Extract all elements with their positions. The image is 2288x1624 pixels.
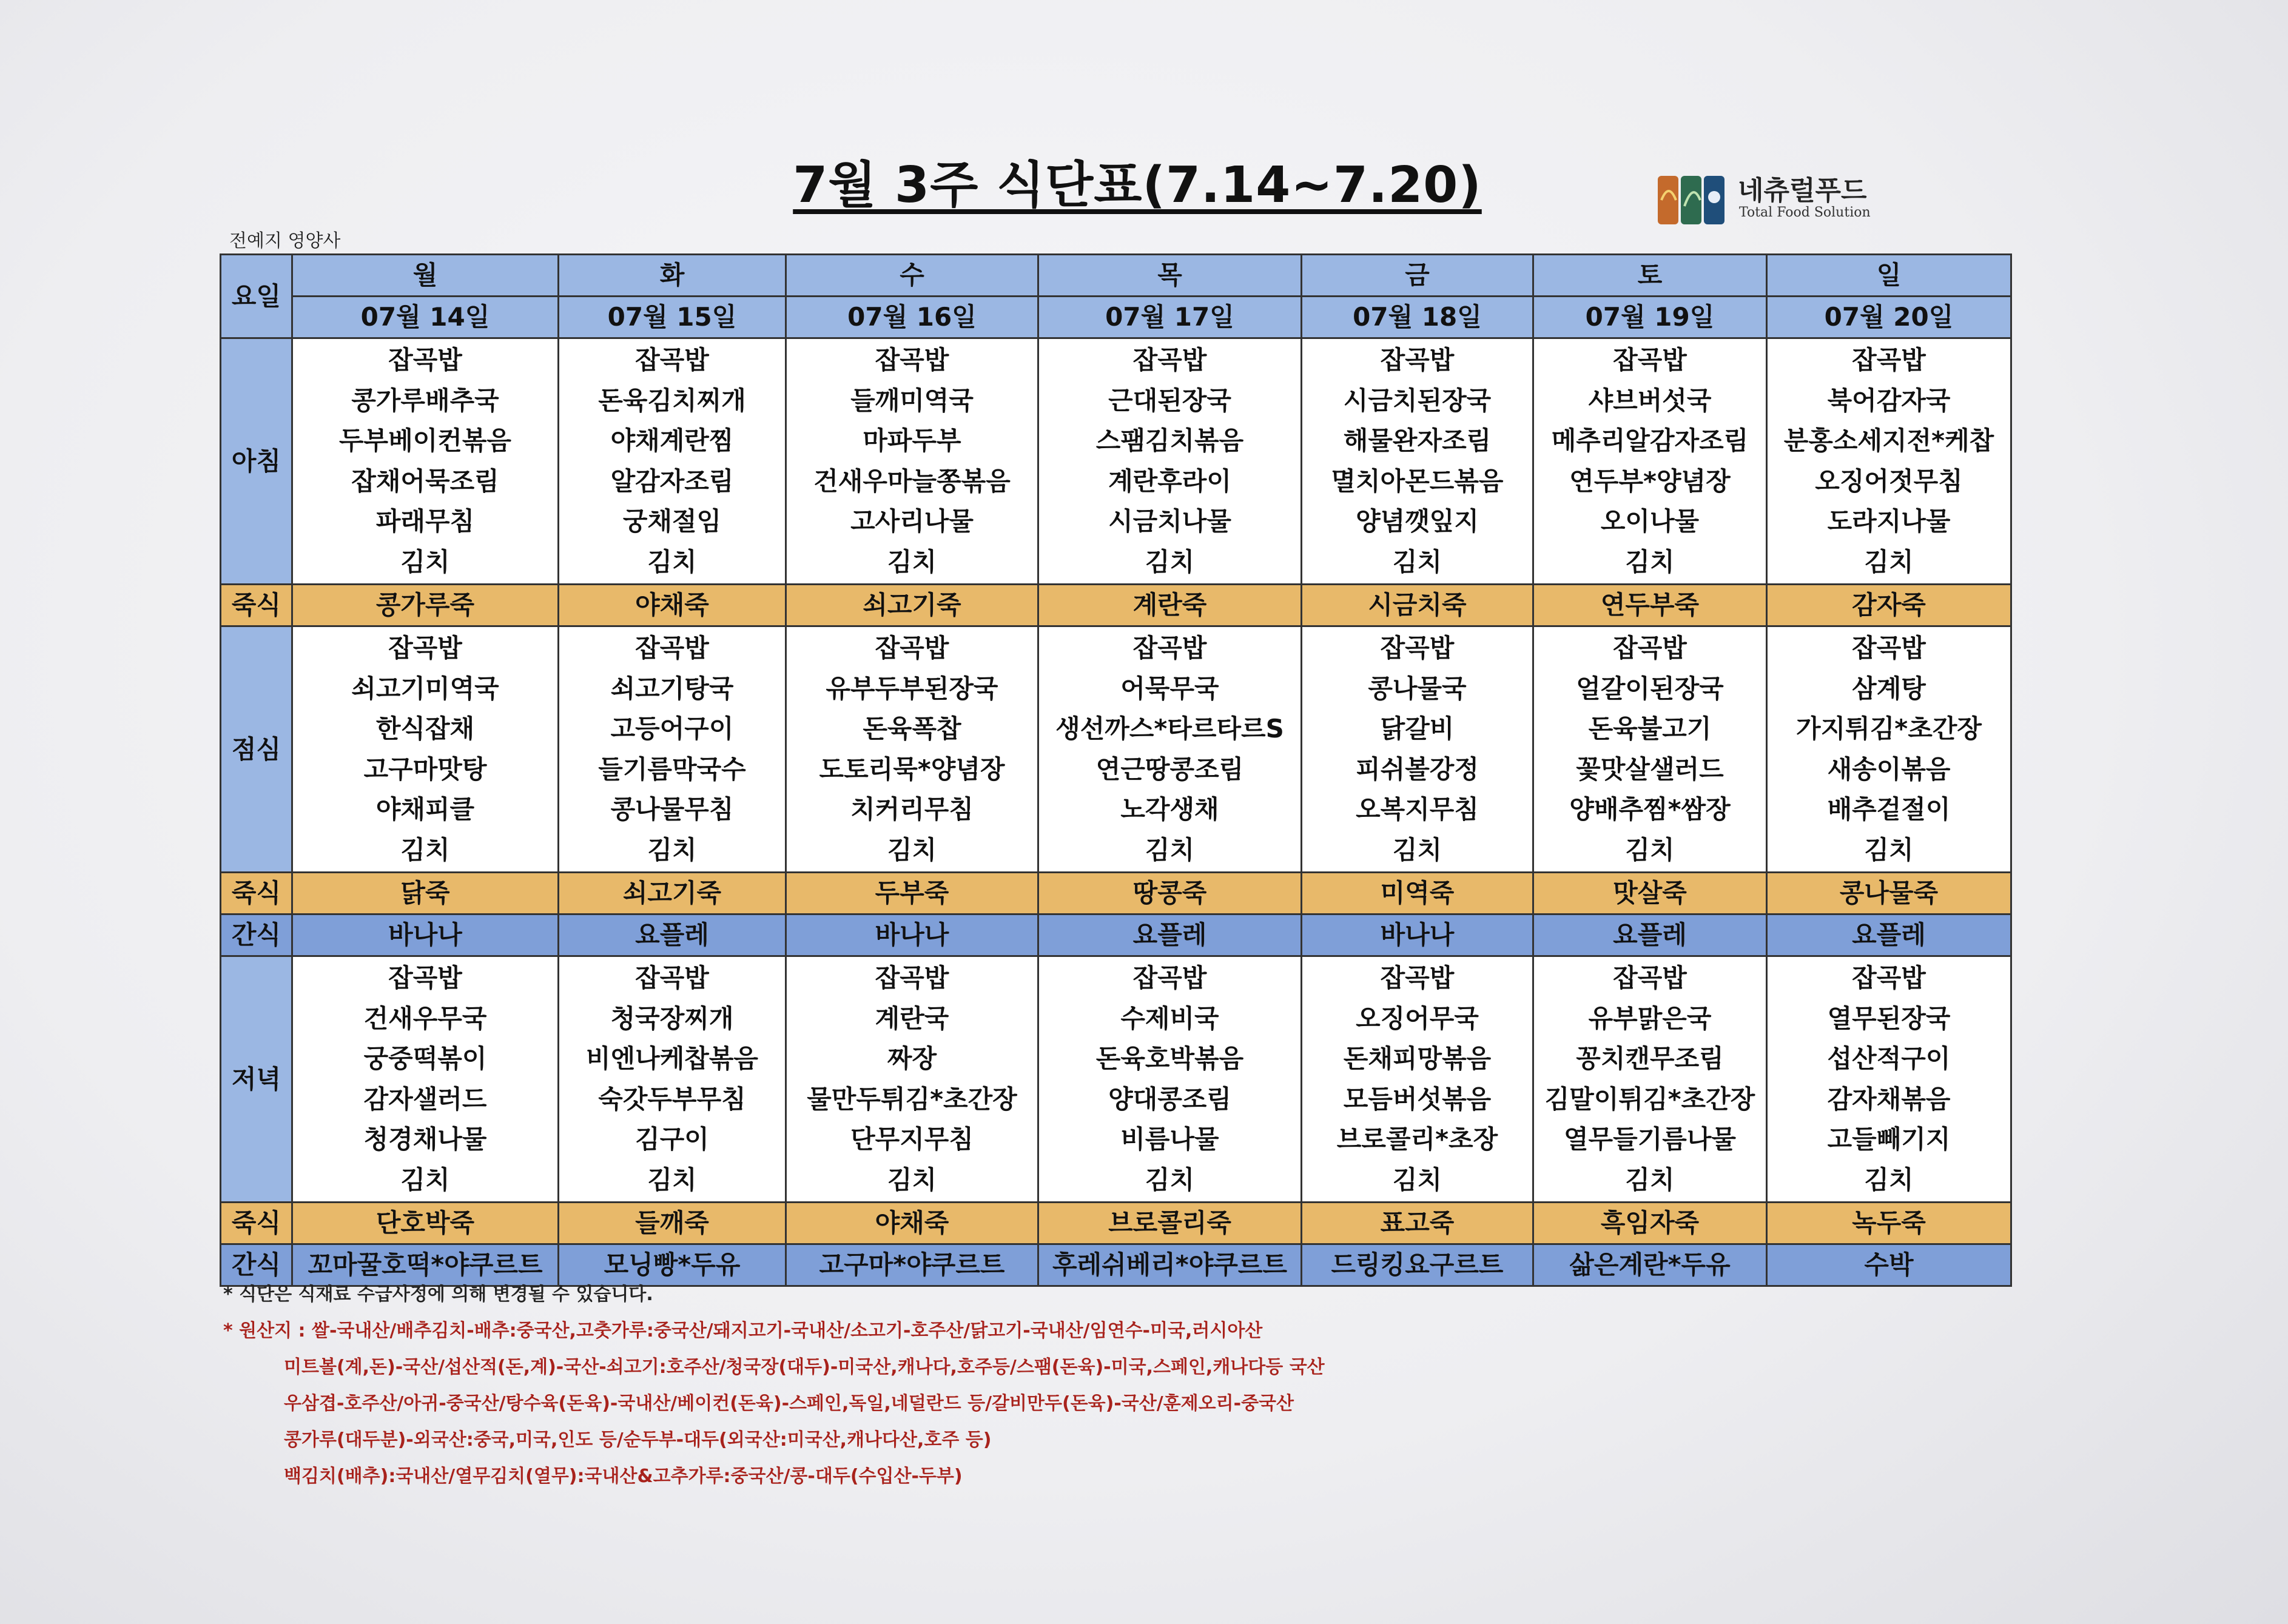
meal-cell bbox=[292, 956, 559, 1203]
menu-item: 연두부*양념장 bbox=[1569, 466, 1731, 496]
porridge-cell: 콩가루죽 bbox=[292, 585, 559, 626]
menu-item: 섭산적구이 bbox=[1827, 1044, 1951, 1073]
menu-item: 김치 bbox=[1145, 1164, 1195, 1195]
menu-item: 새송이볶음 bbox=[1827, 754, 1951, 784]
menu-item: 멸치아몬드볶음 bbox=[1331, 466, 1504, 496]
origin-line: * 원산지 : 쌀-국내산/배추김치-배추:중국산,고춧가루:중국산/돼지고기-국내산/소고기-호주산/닭고기-국내산/임연수-미국,러시아산 bbox=[223, 1320, 1263, 1341]
menu-item: 건새우무국 bbox=[363, 1003, 487, 1033]
menu-item: 짜장 bbox=[887, 1044, 937, 1073]
date-header: 07월 15일 bbox=[559, 297, 786, 338]
menu-item: 잡곡밥 bbox=[1380, 963, 1455, 993]
meal-cell bbox=[1767, 338, 2011, 585]
menu-row-meal bbox=[221, 338, 2011, 585]
menu-item: 열무된장국 bbox=[1827, 1003, 1951, 1033]
change-notice: * 식단은 식재료 수급사정에 의해 변경될 수 있습니다. bbox=[223, 1284, 653, 1305]
menu-item: 김치 bbox=[1145, 834, 1195, 865]
porridge-cell: 맛살죽 bbox=[1533, 873, 1767, 914]
menu-item: 콩나물국 bbox=[1368, 673, 1467, 703]
menu-item: 수제비국 bbox=[1120, 1003, 1219, 1033]
snack-cell: 요플레 bbox=[1533, 914, 1767, 956]
meal-cell bbox=[1302, 626, 1533, 873]
meal-cell bbox=[559, 338, 786, 585]
date-header: 07월 18일 bbox=[1302, 297, 1533, 338]
menu-item: 잡곡밥 bbox=[1613, 345, 1687, 375]
menu-item: 근대된장국 bbox=[1108, 385, 1231, 415]
day-header: 토 bbox=[1533, 255, 1767, 297]
menu-item: 도라지나물 bbox=[1827, 506, 1951, 536]
day-header-row bbox=[221, 255, 2011, 297]
menu-item: 청경채나물 bbox=[363, 1124, 487, 1154]
row-label: 점심 bbox=[221, 626, 292, 873]
meal-cell bbox=[559, 626, 786, 873]
porridge-cell: 쇠고기죽 bbox=[559, 873, 786, 914]
menu-item: 연근땅콩조림 bbox=[1095, 754, 1244, 784]
menu-body bbox=[221, 255, 2011, 1286]
menu-item: 양념깻잎지 bbox=[1356, 506, 1479, 536]
menu-item: 김치 bbox=[1864, 546, 1914, 577]
menu-item: 김치 bbox=[647, 546, 697, 577]
menu-item: 피쉬볼강정 bbox=[1356, 754, 1479, 784]
snack-cell: 후레쉬베리*야쿠르트 bbox=[1038, 1244, 1302, 1286]
menu-item: 잡곡밥 bbox=[1613, 633, 1687, 663]
menu-item: 김치 bbox=[1864, 834, 1914, 865]
meal-cell bbox=[1767, 956, 2011, 1203]
meal-cell bbox=[1533, 626, 1767, 873]
snack-cell: 드링킹요구르트 bbox=[1302, 1244, 1533, 1286]
date-header: 07월 20일 bbox=[1767, 297, 2011, 338]
menu-item: 두부베이컨볶음 bbox=[338, 426, 511, 455]
menu-item: 콩나물무침 bbox=[610, 794, 734, 824]
menu-item: 브로콜리*초장 bbox=[1336, 1124, 1498, 1154]
menu-row-porridge bbox=[221, 585, 2011, 626]
menu-item: 잡곡밥 bbox=[1132, 345, 1207, 375]
meal-cell bbox=[559, 956, 786, 1203]
menu-item: 잡곡밥 bbox=[1852, 963, 1926, 993]
menu-item: 잡곡밥 bbox=[875, 963, 949, 993]
origin-line: 콩가루(대두분)-외국산:중국,미국,인도 등/순두부-대두(외국산:미국산,캐나다산,호주 등) bbox=[284, 1429, 992, 1451]
menu-item: 궁채절임 bbox=[622, 506, 722, 536]
menu-item: 꽃맛살샐러드 bbox=[1576, 754, 1724, 784]
meal-cell bbox=[292, 338, 559, 585]
menu-item: 김치 bbox=[1625, 1164, 1675, 1195]
menu-item: 잡곡밥 bbox=[875, 633, 949, 663]
menu-item: 해물완자조림 bbox=[1343, 426, 1492, 455]
meal-cell bbox=[1533, 956, 1767, 1203]
menu-item: 치커리무침 bbox=[850, 794, 974, 824]
day-header: 월 bbox=[292, 255, 559, 297]
menu-item: 오징어무국 bbox=[1356, 1003, 1479, 1033]
menu-item: 닭갈비 bbox=[1380, 714, 1455, 743]
day-header: 수 bbox=[786, 255, 1038, 297]
menu-item: 오이나물 bbox=[1600, 506, 1700, 536]
menu-item: 잡곡밥 bbox=[635, 963, 709, 993]
menu-item: 김치 bbox=[647, 834, 697, 865]
row-label: 아침 bbox=[221, 338, 292, 585]
menu-item: 생선까스*타르타르S bbox=[1055, 714, 1284, 743]
snack-cell: 요플레 bbox=[559, 914, 786, 956]
menu-item: 김치 bbox=[1864, 1164, 1914, 1195]
porridge-cell: 연두부죽 bbox=[1533, 585, 1767, 626]
menu-item: 돈육폭찹 bbox=[863, 714, 961, 743]
brand-logo-icon bbox=[1653, 164, 1732, 230]
menu-item: 삼계탕 bbox=[1852, 673, 1926, 703]
date-header-row bbox=[221, 297, 2011, 338]
menu-item: 잡곡밥 bbox=[388, 345, 462, 375]
porridge-cell: 야채죽 bbox=[786, 1203, 1038, 1244]
snack-cell: 바나나 bbox=[786, 914, 1038, 956]
menu-item: 비엔나케찹볶음 bbox=[585, 1044, 758, 1073]
date-header: 07월 19일 bbox=[1533, 297, 1767, 338]
porridge-cell: 야채죽 bbox=[559, 585, 786, 626]
menu-item: 고구마맛탕 bbox=[363, 754, 487, 784]
corner-label: 요일 bbox=[221, 255, 292, 338]
menu-item: 김치 bbox=[400, 834, 450, 865]
menu-item: 시금치나물 bbox=[1108, 506, 1231, 536]
menu-row-meal bbox=[221, 626, 2011, 873]
porridge-cell: 시금치죽 bbox=[1302, 585, 1533, 626]
porridge-cell: 계란죽 bbox=[1038, 585, 1302, 626]
menu-item: 김치 bbox=[1392, 546, 1442, 577]
menu-item: 잡곡밥 bbox=[388, 633, 462, 663]
menu-item: 김치 bbox=[1392, 834, 1442, 865]
menu-item: 김말이튀김*초간장 bbox=[1544, 1084, 1755, 1114]
footnotes bbox=[223, 1277, 1325, 1495]
menu-item: 고사리나물 bbox=[850, 506, 974, 536]
menu-item: 양배추찜*쌈장 bbox=[1569, 794, 1731, 824]
snack-cell: 바나나 bbox=[1302, 914, 1533, 956]
menu-item: 잡곡밥 bbox=[1613, 963, 1687, 993]
snack-cell: 요플레 bbox=[1038, 914, 1302, 956]
meal-cell bbox=[1038, 626, 1302, 873]
meal-cell bbox=[1767, 626, 2011, 873]
date-header: 07월 17일 bbox=[1038, 297, 1302, 338]
meal-cell bbox=[786, 956, 1038, 1203]
porridge-cell: 닭죽 bbox=[292, 873, 559, 914]
menu-item: 분홍소세지전*케찹 bbox=[1783, 426, 1994, 455]
menu-item: 잡곡밥 bbox=[875, 345, 949, 375]
row-label: 저녁 bbox=[221, 956, 292, 1203]
menu-item: 계란국 bbox=[875, 1003, 949, 1033]
menu-item: 김치 bbox=[400, 1164, 450, 1195]
meal-cell bbox=[1302, 956, 1533, 1203]
snack-cell: 삶은계란*두유 bbox=[1533, 1244, 1767, 1286]
menu-item: 모듬버섯볶음 bbox=[1343, 1084, 1492, 1114]
menu-item: 비름나물 bbox=[1120, 1124, 1219, 1154]
menu-item: 감자샐러드 bbox=[363, 1084, 487, 1114]
menu-item: 열무들기름나물 bbox=[1563, 1124, 1736, 1154]
menu-item: 잡곡밥 bbox=[1380, 345, 1455, 375]
meal-cell bbox=[292, 626, 559, 873]
menu-item: 야채계란찜 bbox=[610, 426, 734, 455]
snack-cell: 수박 bbox=[1767, 1244, 2011, 1286]
menu-item: 돈육불고기 bbox=[1588, 714, 1712, 743]
meal-cell bbox=[1038, 338, 1302, 585]
brand-tagline: Total Food Solution bbox=[1739, 205, 1871, 220]
menu-item: 어묵무국 bbox=[1120, 673, 1219, 703]
porridge-cell: 땅콩죽 bbox=[1038, 873, 1302, 914]
menu-item: 가지튀김*초간장 bbox=[1796, 714, 1982, 743]
menu-item: 양대콩조림 bbox=[1108, 1084, 1231, 1114]
menu-item: 한식잡채 bbox=[375, 714, 475, 743]
menu-item: 북어감자국 bbox=[1827, 385, 1951, 415]
snack-cell: 꼬마꿀호떡*야쿠르트 bbox=[292, 1244, 559, 1286]
menu-item: 계란후라이 bbox=[1108, 466, 1231, 496]
menu-item: 노각생채 bbox=[1120, 794, 1219, 824]
snack-cell: 요플레 bbox=[1767, 914, 2011, 956]
menu-item: 고들빼기지 bbox=[1827, 1124, 1951, 1154]
menu-item: 김치 bbox=[887, 546, 937, 577]
meal-cell bbox=[1533, 338, 1767, 585]
menu-item: 배추겉절이 bbox=[1827, 794, 1951, 824]
menu-row-snack bbox=[221, 914, 2011, 956]
menu-item: 들깨미역국 bbox=[850, 385, 974, 415]
menu-item: 스팸김치볶음 bbox=[1095, 426, 1244, 455]
day-header: 금 bbox=[1302, 255, 1533, 297]
weekly-menu-table bbox=[220, 253, 2012, 1287]
menu-item: 마파두부 bbox=[863, 426, 961, 455]
menu-row-porridge bbox=[221, 873, 2011, 914]
day-header: 일 bbox=[1767, 255, 2011, 297]
menu-item: 들기름막국수 bbox=[598, 754, 746, 784]
menu-item: 단무지무침 bbox=[850, 1124, 974, 1154]
menu-item: 잡곡밥 bbox=[635, 633, 709, 663]
meal-cell bbox=[1038, 956, 1302, 1203]
menu-item: 숙갓두부무침 bbox=[598, 1084, 746, 1114]
menu-item: 오징어젓무침 bbox=[1815, 466, 1963, 496]
menu-item: 잡곡밥 bbox=[1132, 633, 1207, 663]
porridge-cell: 콩나물죽 bbox=[1767, 873, 2011, 914]
menu-item: 잡채어묵조림 bbox=[351, 466, 499, 496]
menu-item: 오복지무침 bbox=[1356, 794, 1479, 824]
menu-item: 건새우마늘쫑볶음 bbox=[813, 466, 1011, 496]
menu-item: 물만두튀김*초간장 bbox=[807, 1084, 1017, 1114]
menu-item: 김치 bbox=[1625, 834, 1675, 865]
meal-cell bbox=[786, 338, 1038, 585]
origin-line: 우삼겹-호주산/아귀-중국산/탕수육(돈육)-국내산/베이컨(돈육)-스페인,독일,네덜란드 등/갈비만두(돈육)-국산/훈제오리-중국산 bbox=[284, 1393, 1294, 1414]
menu-item: 유부맑은국 bbox=[1588, 1003, 1712, 1033]
menu-item: 돈육호박볶음 bbox=[1095, 1044, 1244, 1073]
row-label: 죽식 bbox=[221, 1203, 292, 1244]
row-label: 간식 bbox=[221, 914, 292, 956]
page-title: 7월 3주 식단표(7.14~7.20) bbox=[793, 156, 1482, 214]
porridge-cell: 흑임자죽 bbox=[1533, 1203, 1767, 1244]
porridge-cell: 브로콜리죽 bbox=[1038, 1203, 1302, 1244]
origin-line: 백김치(배추):국내산/열무김치(열무):국내산&고추가루:중국산/콩-대두(수입산-두부) bbox=[284, 1466, 963, 1487]
origin-line: 미트볼(계,돈)-국산/섭산적(돈,계)-국산-쇠고기:호주산/청국장(대두)-미국산,캐나다,호주등/스팸(돈육)-미국,스페인,캐나다등 국산 bbox=[284, 1357, 1325, 1378]
menu-item: 잡곡밥 bbox=[388, 963, 462, 993]
menu-row-meal bbox=[221, 956, 2011, 1203]
menu-item: 야채피클 bbox=[375, 794, 475, 824]
menu-item: 김치 bbox=[1625, 546, 1675, 577]
porridge-cell: 감자죽 bbox=[1767, 585, 2011, 626]
menu-item: 잡곡밥 bbox=[1852, 633, 1926, 663]
menu-item: 고등어구이 bbox=[610, 714, 734, 743]
menu-item: 청국장찌개 bbox=[610, 1003, 734, 1033]
day-header: 목 bbox=[1038, 255, 1302, 297]
menu-item: 궁중떡볶이 bbox=[363, 1044, 487, 1073]
menu-item: 김치 bbox=[887, 1164, 937, 1195]
menu-item: 감자채볶음 bbox=[1827, 1084, 1951, 1114]
row-label: 간식 bbox=[221, 1244, 292, 1286]
author-label: 전예지 영양사 bbox=[229, 230, 341, 252]
menu-item: 메추리알감자조림 bbox=[1551, 426, 1749, 455]
snack-cell: 고구마*야쿠르트 bbox=[786, 1244, 1038, 1286]
meal-cell bbox=[786, 626, 1038, 873]
menu-item: 샤브버섯국 bbox=[1588, 385, 1712, 415]
menu-row-porridge bbox=[221, 1203, 2011, 1244]
porridge-cell: 쇠고기죽 bbox=[786, 585, 1038, 626]
menu-item: 쇠고기미역국 bbox=[351, 673, 499, 703]
meal-cell bbox=[1302, 338, 1533, 585]
menu-item: 김치 bbox=[400, 546, 450, 577]
menu-item: 콩가루배추국 bbox=[351, 385, 499, 415]
row-label: 죽식 bbox=[221, 585, 292, 626]
menu-item: 도토리묵*양념장 bbox=[819, 754, 1005, 784]
porridge-cell: 미역죽 bbox=[1302, 873, 1533, 914]
menu-item: 돈육김치찌개 bbox=[598, 385, 746, 415]
menu-item: 쇠고기탕국 bbox=[610, 673, 734, 703]
brand-name: 네츄럴푸드 bbox=[1738, 175, 1867, 206]
menu-item: 잡곡밥 bbox=[1380, 633, 1455, 663]
menu-item: 김치 bbox=[887, 834, 937, 865]
row-label: 죽식 bbox=[221, 873, 292, 914]
day-header: 화 bbox=[559, 255, 786, 297]
date-header: 07월 16일 bbox=[786, 297, 1038, 338]
menu-item: 돈채피망볶음 bbox=[1343, 1044, 1492, 1073]
snack-cell: 모닝빵*두유 bbox=[559, 1244, 786, 1286]
porridge-cell: 들깨죽 bbox=[559, 1203, 786, 1244]
menu-item: 파래무침 bbox=[375, 506, 475, 536]
menu-item: 김치 bbox=[647, 1164, 697, 1195]
date-header: 07월 14일 bbox=[292, 297, 559, 338]
menu-item: 김구이 bbox=[635, 1124, 709, 1154]
porridge-cell: 녹두죽 bbox=[1767, 1203, 2011, 1244]
porridge-cell: 표고죽 bbox=[1302, 1203, 1533, 1244]
menu-item: 얼갈이된장국 bbox=[1576, 673, 1724, 703]
porridge-cell: 두부죽 bbox=[786, 873, 1038, 914]
menu-item: 잡곡밥 bbox=[1132, 963, 1207, 993]
menu-item: 김치 bbox=[1145, 546, 1195, 577]
menu-item: 꽁치캔무조림 bbox=[1576, 1044, 1724, 1073]
menu-item: 알감자조림 bbox=[610, 466, 734, 496]
menu-item: 시금치된장국 bbox=[1343, 385, 1492, 415]
menu-item: 김치 bbox=[1392, 1164, 1442, 1195]
porridge-cell: 단호박죽 bbox=[292, 1203, 559, 1244]
menu-item: 잡곡밥 bbox=[635, 345, 709, 375]
brand-logo bbox=[1653, 164, 1883, 230]
snack-cell: 바나나 bbox=[292, 914, 559, 956]
menu-item: 유부두부된장국 bbox=[826, 673, 998, 703]
menu-item: 잡곡밥 bbox=[1852, 345, 1926, 375]
